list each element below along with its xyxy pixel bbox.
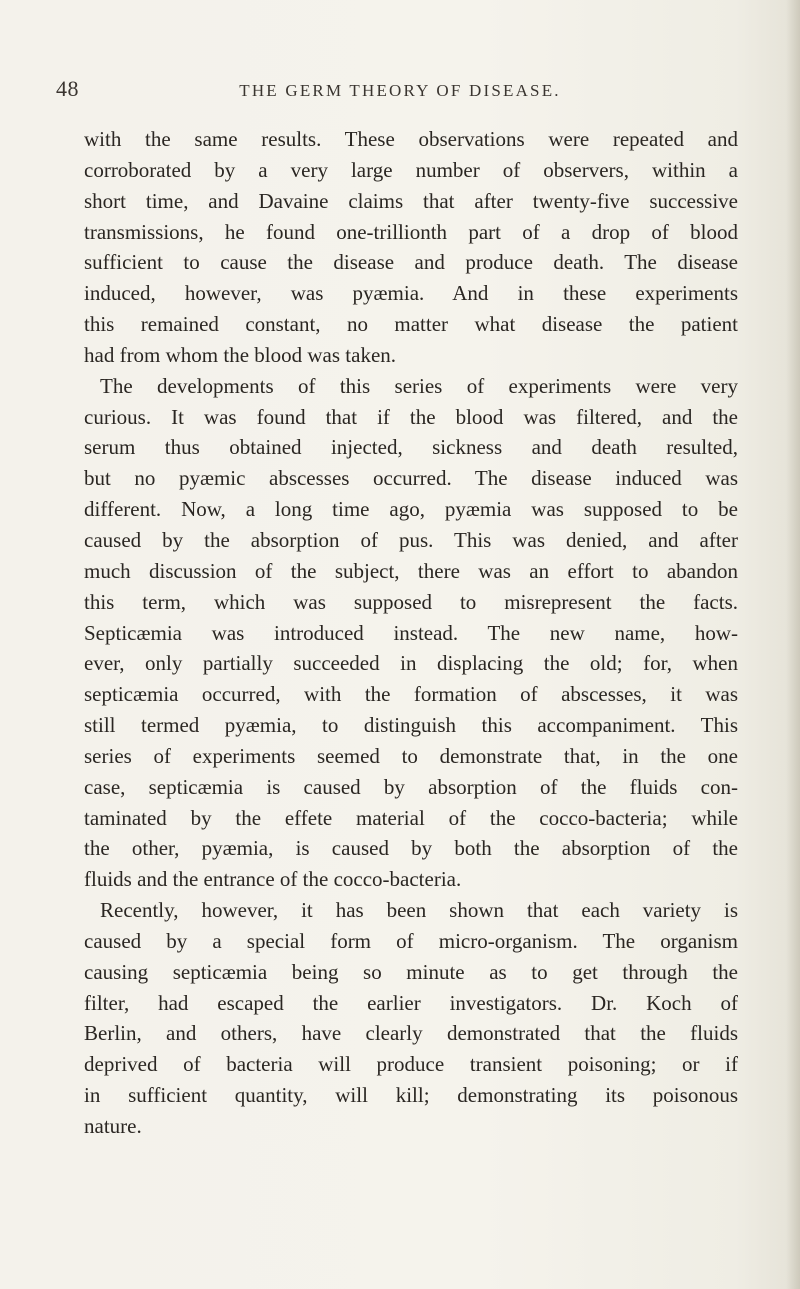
text-line: with the same results. These observations were repeated and xyxy=(84,127,738,151)
text-line: caused by a special form of micro-organism. The organism xyxy=(84,928,738,953)
text-line: much discussion of the subject, there was an effort to abandon xyxy=(84,558,738,583)
text-line: induced, however, was pyæmia. And in these experiments xyxy=(84,281,738,306)
text-line: this remained constant, no matter what disease the patient xyxy=(84,312,738,337)
text-line: had from whom the blood was taken. xyxy=(84,342,397,367)
text-line: curious. It was found that if the blood was filtered, and the xyxy=(84,404,738,429)
text-line: taminated by the effete material of the cocco-bacteria; while xyxy=(84,805,738,830)
text-line: Recently, however, it has been shown that each variety is xyxy=(100,898,738,923)
text-line: still termed pyæmia, to distinguish this accompaniment. This xyxy=(84,713,738,738)
text-line: corroborated by a very large number of observers, within a xyxy=(84,157,738,182)
text-line: series of experiments seemed to demonstrate that, in the one xyxy=(84,743,738,768)
running-title: THE GERM THEORY OF DISEASE. xyxy=(239,81,561,100)
text-line: sufficient to cause the disease and produce death. The disease xyxy=(84,250,738,275)
page-number: 48 xyxy=(56,76,79,101)
text-line: Berlin, and others, have clearly demonstrated that the fluids xyxy=(84,1021,738,1046)
text-line: transmissions, he found one-trillionth part of a drop of blood xyxy=(84,219,738,244)
text-line: nature. xyxy=(84,1114,142,1138)
text-line: causing septicæmia being so minute as to get through the xyxy=(84,959,738,984)
text-line: case, septicæmia is caused by absorption of the fluids con- xyxy=(84,774,738,799)
text-line: deprived of bacteria will produce transient poisoning; or if xyxy=(84,1052,738,1077)
text-line: serum thus obtained injected, sickness and death resulted, xyxy=(84,435,738,460)
text-line: filter, had escaped the earlier investigators. Dr. Koch of xyxy=(84,990,738,1015)
text-line: ever, only partially succeeded in displacing the old; for, when xyxy=(84,651,738,676)
text-line: fluids and the entrance of the cocco-bacteria. xyxy=(84,867,462,892)
text-line: Septicæmia was introduced instead. The new name, how- xyxy=(84,620,738,645)
text-line: the other, pyæmia, is caused by both the absorption of the xyxy=(84,836,738,861)
text-line: different. Now, a long time ago, pyæmia was supposed to be xyxy=(84,497,738,522)
text-line: in sufficient quantity, will kill; demonstrating its poisonous xyxy=(84,1083,738,1108)
text-line: short time, and Davaine claims that after twenty-five successive xyxy=(84,188,738,213)
text-line: septicæmia occurred, with the formation of abscesses, it was xyxy=(84,682,738,707)
text-line: this term, which was supposed to misrepresent the facts. xyxy=(84,589,738,614)
text-line: but no pyæmic abscesses occurred. The disease induced was xyxy=(84,466,738,491)
text-line: The developments of this series of experiments were very xyxy=(100,373,738,398)
page-edge-shadow xyxy=(786,0,800,1289)
body-text xyxy=(84,124,738,1142)
text-line: caused by the absorption of pus. This was denied, and after xyxy=(84,527,738,552)
